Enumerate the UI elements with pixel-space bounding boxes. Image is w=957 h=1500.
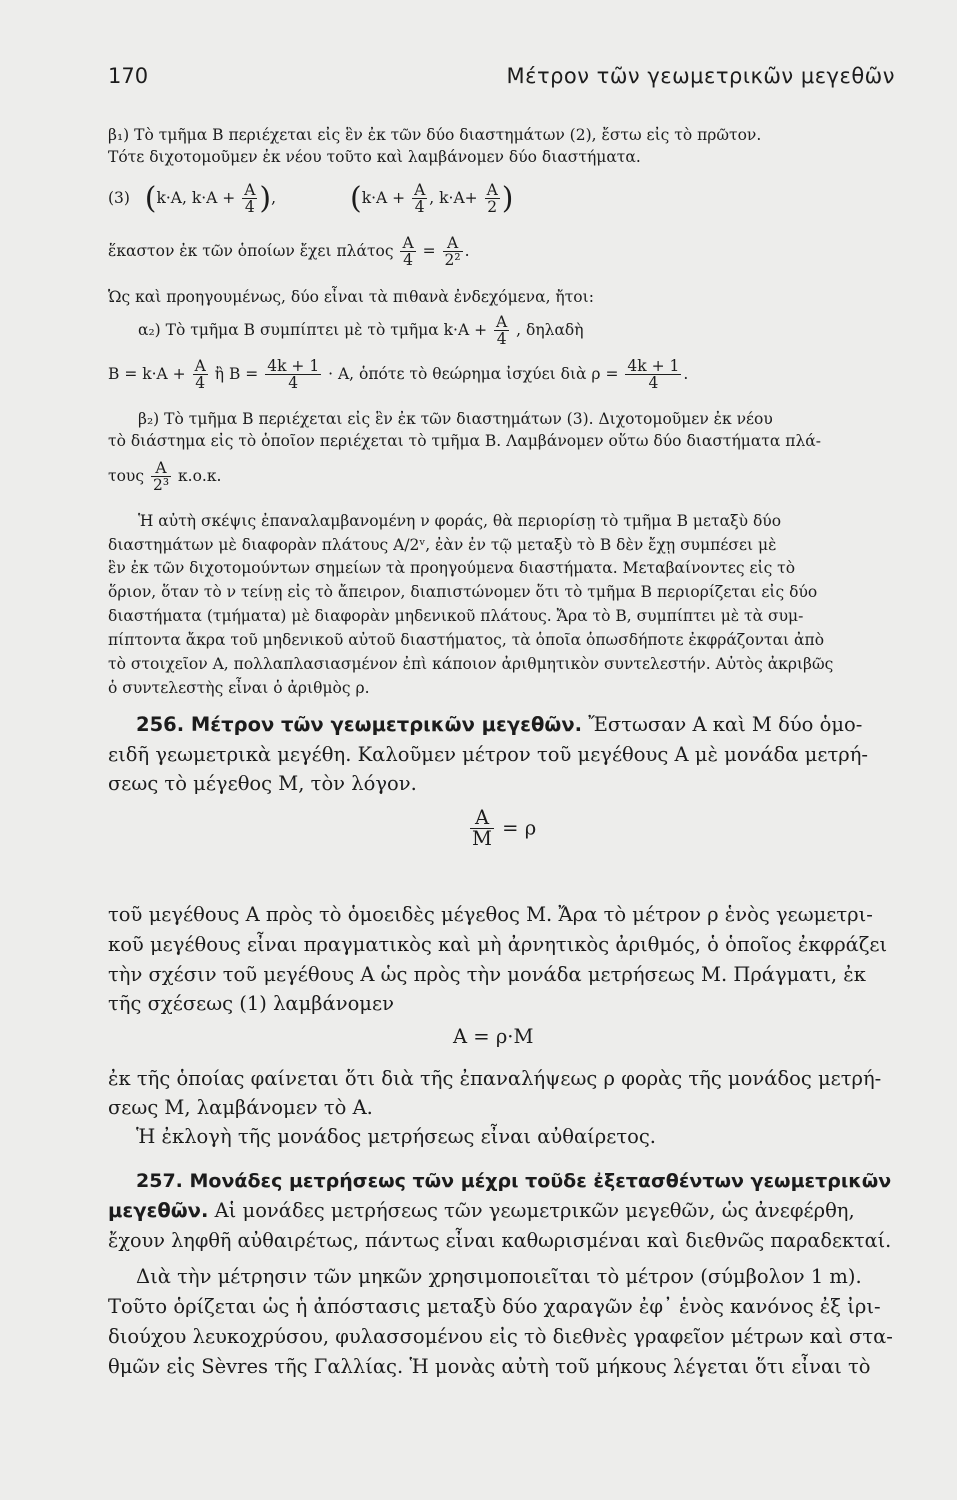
text-line: Τοῦτο ὁρίζεται ὡς ἡ ἀπόστασις μεταξὺ δύο χαραγῶν ἐφ᾽ ἑνὸς κανόνος ἐξ ἰρι- <box>108 1295 881 1318</box>
formula-text: = ρ <box>502 816 537 840</box>
text-span: τους <box>108 466 145 485</box>
text-line: διούχου λευκοχρύσου, φυλασσομένου εἰς τὸ διεθνὲς γραφεῖον μέτρων καὶ στα- <box>108 1325 893 1348</box>
text-line: ἕκαστον ἐκ τῶν ὁποίων ἔχει πλάτος $\frac{A}{4}$ = $\frac{A}{\text{2²}}$ . <box>108 234 470 270</box>
text-span: , δηλαδὴ <box>516 320 584 339</box>
text-line: Ὡς καὶ προηγουμένως, δύο εἶναι τὰ πιθανὰ ἐνδεχόμενα, ἤτοι: <box>108 288 594 306</box>
text-line: τοῦ μεγέθους Α πρὸς τὸ ὁμοειδὲς μέγεθος Μ. Ἄρα τὸ μέτρον ρ ἑνὸς γεωμετρι- <box>108 903 873 926</box>
text-line: θμῶν εἰς Sèvres τῆς Γαλλίας. Ἡ μονὰς αὐτὴ τοῦ μήκους λέγεται ὅτι εἶναι τὸ <box>108 1355 871 1378</box>
running-title: Μέτρον τῶν γεωμετρικῶν μεγεθῶν <box>506 64 895 88</box>
text-line: ἐκ τῆς ὁποίας φαίνεται ὅτι διὰ τῆς ἐπαναλήψεως ρ φορὰς τῆς μονάδος μετρή- <box>108 1067 882 1090</box>
text-span: Ἔστωσαν Α καὶ Μ δύο ὁμο- <box>588 713 863 736</box>
text-line: διαστημάτων μὲ διαφορὰν πλάτους Α/2ᵛ, ἐὰν ἐν τῷ μεταξὺ τὸ Β δὲν ἔχῃ συμπέσει μὲ <box>108 536 777 554</box>
fraction: $\frac{A}{\text{2³}}$ <box>152 459 170 495</box>
fraction: $\frac{A}{4}$ <box>402 234 414 270</box>
text-span: Αἱ μονάδες μετρήσεως τῶν γεωμετρικῶν μεγεθῶν, ὡς ἀνεφέρθη, <box>214 1199 855 1222</box>
fraction: $\frac{A}{2}$ <box>486 181 498 217</box>
text-line: σεως Μ, λαμβάνομεν τὸ Α. <box>108 1096 373 1119</box>
formula-intervals-3: (3) (k·A, k·A + $\frac{A}{4}$ ), (k·A + $\frac{A}{4}$ , k·A+ $\frac{A}{2}$ ) <box>108 180 514 217</box>
text-line: τὸ διάστημα εἰς τὸ ὁποῖον περιέχεται τὸ τμῆμα Β. Λαμβάνομεν οὕτω δύο διαστήματα πλά- <box>108 432 821 450</box>
section-256-first-line <box>136 712 900 738</box>
text-line: ὁ συντελεστὴς εἶναι ὁ ἀριθμὸς ρ. <box>108 679 370 697</box>
formula-text: , k·A+ <box>429 188 478 207</box>
text-span: κ.ο.κ. <box>177 466 222 485</box>
fraction: $\frac{A}{4}$ <box>244 181 256 217</box>
page-header <box>108 64 895 94</box>
text-line: Ἡ ἐκλογὴ τῆς μονάδος μετρήσεως εἶναι αὐθαίρετος. <box>136 1125 657 1148</box>
text-line: β₂) Τὸ τμῆμα Β περιέχεται εἰς ἓν ἐκ τῶν διαστημάτων (3). Διχοτομοῦμεν ἐκ νέου <box>138 410 773 428</box>
text-line: Τότε διχοτομοῦμεν ἐκ νέου τοῦτο καὶ λαμβάνομεν δύο διαστήματα. <box>108 148 641 166</box>
text-line: πίπτοντα ἄκρα τοῦ μηδενικοῦ αὐτοῦ διαστήματος, τὰ ὁποῖα ὁπωσδήποτε ἐκφράζονται ἀπὸ <box>108 631 825 649</box>
text-line: ἓν ἐκ τῶν διχοτομούντων σημείων τὰ προηγούμενα διαστήματα. Μεταβαίνοντες εἰς τὸ <box>108 559 796 577</box>
text-span: α₂) Τὸ τμῆμα Β συμπίπτει μὲ τὸ τμῆμα k·A + <box>138 320 488 339</box>
text-span: B = k·A + <box>108 364 186 383</box>
text-line: ὅριον, ὅταν τὸ ν τείνῃ εἰς τὸ ἄπειρον, διαπιστώνομεν ὅτι τὸ τμῆμα Β περιορίζεται εἰς δύο <box>108 583 818 601</box>
fraction: $\frac{4k + 1}{4}$ <box>627 357 680 393</box>
formula-text: k·A, k·A + <box>156 188 236 207</box>
text-line: ἔχουν ληφθῆ αὐθαιρέτως, πάντως εἶναι καθωρισμέναι καὶ διεθνῶς παραδεκταί. <box>108 1229 892 1252</box>
text-line: B = k·A + $\frac{A}{4}$ ἢ B = $\frac{4k + 1}{4}$ · A, ὁπότε τὸ θεώρημα ἰσχύει διὰ ρ = $\frac{4k + 1}{4}$ . <box>108 357 689 393</box>
fraction: $\frac{A}{\text{2²}}$ <box>444 234 461 270</box>
text-line <box>138 314 930 348</box>
text-line: τὸ στοιχεῖον Α, πολλαπλασιασμένον ἐπὶ κάποιον ἀριθμητικὸν συντελεστήν. Αὐτὸς ἀκριβῶς <box>108 655 834 673</box>
text-span: ἢ B = <box>214 364 259 383</box>
text-line: σεως τὸ μέγεθος Μ, τὸν λόγον. <box>108 772 417 795</box>
text-line: β₁) Τὸ τμῆμα Β περιέχεται εἰς ἓν ἐκ τῶν δύο διαστημάτων (2), ἔστω εἰς τὸ πρῶτον. <box>108 126 762 144</box>
fraction: $\frac{4k + 1}{4}$ <box>267 357 320 393</box>
section-257-first-line <box>108 1198 900 1224</box>
equation-1 <box>468 808 536 850</box>
fraction: $\frac{A}{4}$ <box>194 357 206 393</box>
text-line: τῆς σχέσεως (1) λαμβάνομεν <box>108 992 394 1015</box>
text-line: ειδῆ γεωμετρικὰ μεγέθη. Καλοῦμεν μέτρον τοῦ μεγέθους Α μὲ μονάδα μετρή- <box>108 743 868 766</box>
section-257-heading <box>136 1168 900 1194</box>
text-line: Ἡ αὐτὴ σκέψις ἐπαναλαμβανομένη ν φοράς, θὰ περιορίσῃ τὸ τμῆμα Β μεταξὺ δύο <box>138 512 782 530</box>
equation-label: (3) <box>108 188 130 207</box>
text-span: ἕκαστον ἐκ τῶν ὁποίων ἔχει πλάτος <box>108 241 394 260</box>
text-line: τὴν σχέσιν τοῦ μεγέθους Α ὡς πρὸς τὴν μονάδα μετρήσεως Μ. Πράγματι, ἐκ <box>108 963 866 986</box>
section-heading: 257. Μονάδες μετρήσεως τῶν μέχρι τοῦδε ἐξετασθέντων γεωμετρικῶν <box>136 1170 892 1192</box>
text-line: κοῦ μεγέθους εἶναι πραγματικὸς καὶ μὴ ἀρνητικὸς ἀριθμός, ὁ ὁποῖος ἐκφράζει <box>108 933 888 956</box>
text-line: διαστήματα (τμήματα) μὲ διαφορὰν μηδενικοῦ πλάτους. Ἄρα τὸ Β, συμπίπτει μὲ τὰ συμ- <box>108 607 804 625</box>
text-span: · A, ὁπότε τὸ θεώρημα ἰσχύει διὰ ρ = <box>328 364 619 383</box>
section-heading-cont: μεγεθῶν. <box>108 1199 209 1222</box>
formula-text: k·A + <box>361 188 406 207</box>
text-line <box>108 460 900 494</box>
fraction: $\frac{A}{M}$ <box>472 806 492 851</box>
fraction: $\frac{A}{4}$ <box>496 313 508 349</box>
text-line: Διὰ τὴν μέτρησιν τῶν μηκῶν χρησιμοποιεῖται τὸ μέτρον (σύμβολον 1 m). <box>136 1265 862 1288</box>
equation-2: A = ρ·M <box>453 1025 534 1048</box>
section-heading: 256. Μέτρον τῶν γεωμετρικῶν μεγεθῶν. <box>136 713 583 736</box>
fraction: $\frac{A}{4}$ <box>414 181 426 217</box>
page-number: 170 <box>108 64 149 88</box>
